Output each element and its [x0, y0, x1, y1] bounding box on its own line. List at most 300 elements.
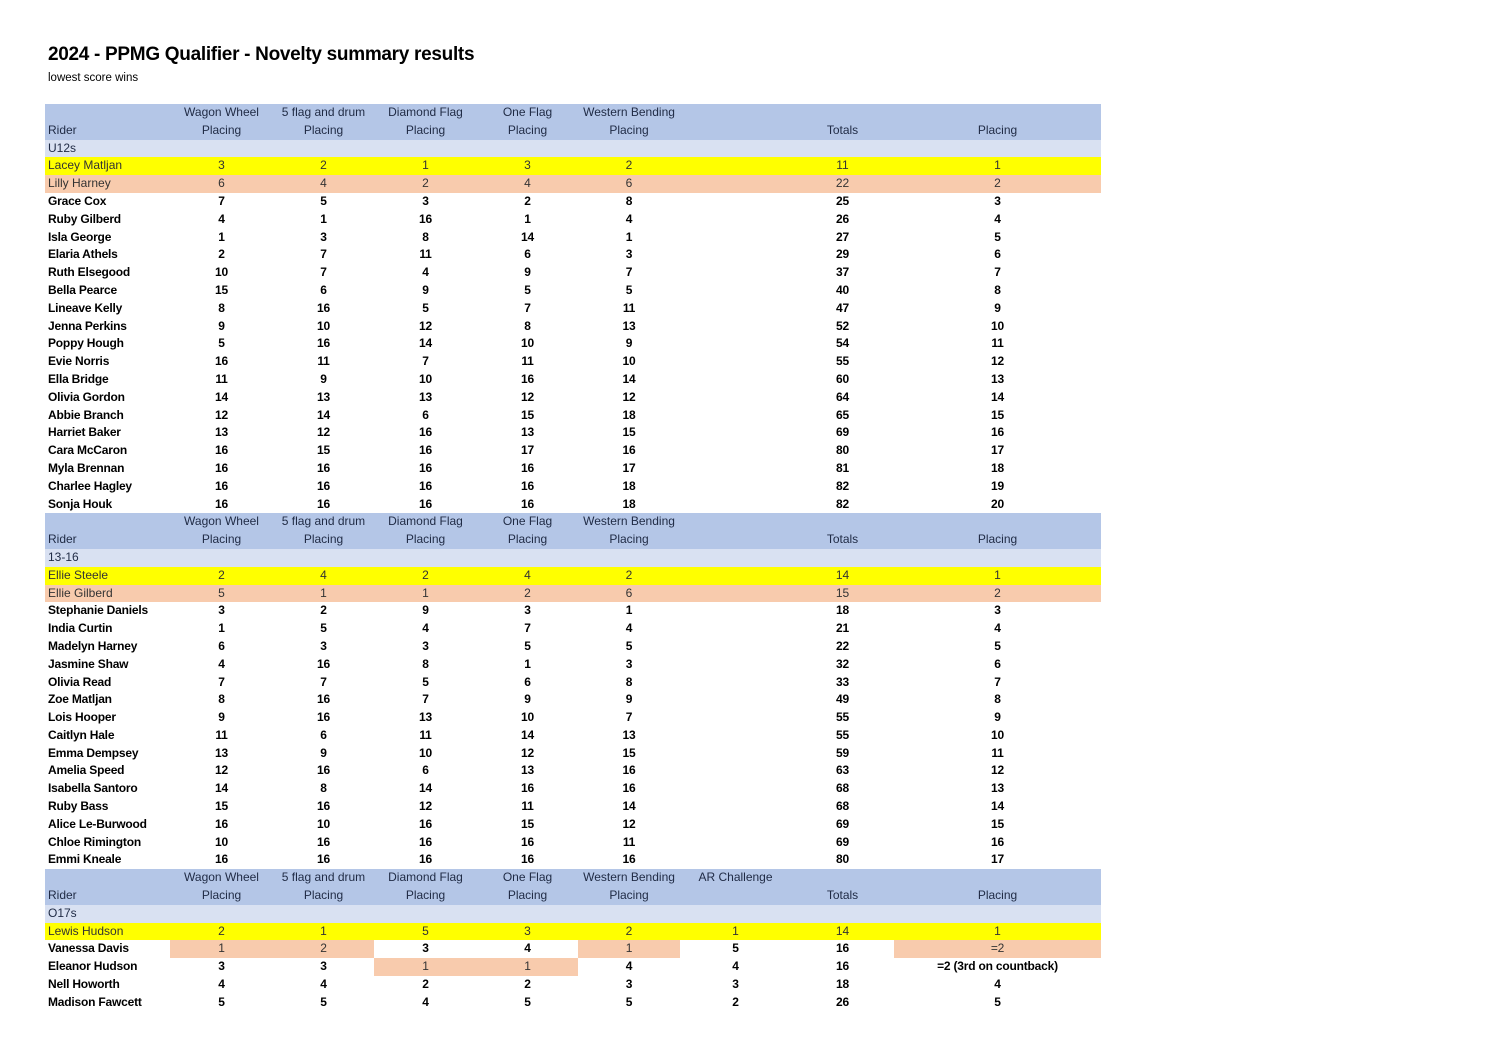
cell-wagon-wheel: Wagon Wheel [184, 514, 259, 529]
table-row [45, 602, 1101, 620]
cell-wagon-wheel: 16 [215, 852, 228, 867]
cell-five-flag-drum: 16 [317, 460, 330, 475]
cell-western-bending: 5 [625, 994, 633, 1009]
cell-one-flag: 3 [524, 158, 531, 173]
cell-five-flag-drum: 5 [320, 193, 327, 208]
cell-rider: Emma Dempsey [48, 745, 139, 760]
header-row-bottom [45, 887, 1101, 905]
cell-one-flag: 17 [521, 443, 534, 458]
cell-ar-challenge: AR Challenge [698, 870, 773, 885]
cell-wagon-wheel: 16 [215, 816, 228, 831]
cell-five-flag-drum: 6 [320, 727, 327, 742]
cell-diamond-flag: 11 [419, 247, 432, 262]
cell-rider: Rider [48, 532, 77, 547]
cell-one-flag: Placing [507, 122, 548, 137]
cell-five-flag-drum: Placing [303, 122, 344, 137]
cell-ar-challenge [680, 122, 791, 140]
cell-placing [894, 549, 1101, 567]
cell-totals: 80 [836, 852, 849, 867]
cell-totals: Totals [826, 532, 859, 547]
cell-diamond-flag: 3 [422, 193, 429, 208]
cell-placing: 4 [994, 621, 1001, 636]
cell-totals: 63 [836, 763, 849, 778]
cell-one-flag: 5 [524, 638, 531, 653]
cell-placing: 7 [994, 674, 1001, 689]
cell-wagon-wheel: 5 [218, 336, 225, 351]
table-row [45, 460, 1101, 478]
cell-ar-challenge [680, 816, 791, 834]
cell-five-flag-drum: 3 [320, 959, 327, 974]
cell-rider: Lewis Hudson [48, 923, 124, 938]
cell-totals: 16 [836, 941, 849, 956]
cell-ar-challenge [680, 300, 791, 318]
cell-placing: 16 [991, 834, 1004, 849]
cell-ar-challenge [680, 407, 791, 425]
cell-wagon-wheel [170, 549, 273, 567]
cell-placing: 6 [994, 656, 1001, 671]
cell-western-bending: Placing [609, 122, 649, 137]
page-subtitle: lowest score wins [48, 72, 139, 84]
cell-placing: 13 [991, 371, 1004, 386]
cell-western-bending: 6 [625, 585, 633, 600]
cell-western-bending: 3 [625, 977, 633, 992]
cell-rider: Lilly Harney [48, 176, 111, 191]
cell-western-bending: 16 [622, 443, 636, 458]
cell-placing: 10 [991, 727, 1004, 742]
cell-ar-challenge [680, 691, 791, 709]
cell-totals: 59 [836, 745, 849, 760]
cell-five-flag-drum: 4 [320, 977, 327, 992]
cell-one-flag: 16 [521, 496, 534, 511]
cell-totals: 40 [836, 282, 849, 297]
cell-ar-challenge [680, 157, 791, 175]
cell-wagon-wheel: 13 [215, 745, 228, 760]
cell-one-flag [477, 549, 578, 567]
cell-western-bending: 1 [625, 229, 633, 244]
cell-ar-challenge: 2 [732, 994, 739, 1009]
cell-western-bending: Placing [609, 532, 649, 547]
cell-totals: 33 [836, 674, 849, 689]
cell-rider [45, 513, 170, 531]
cell-wagon-wheel: 1 [218, 229, 225, 244]
cell-rider: Chloe Rimington [48, 834, 141, 849]
cell-one-flag [477, 140, 578, 158]
cell-placing: Placing [977, 532, 1018, 547]
cell-wagon-wheel: 1 [170, 940, 273, 958]
cell-placing: 17 [991, 443, 1004, 458]
cell-western-bending: 2 [625, 158, 633, 173]
cell-wagon-wheel: 12 [215, 763, 228, 778]
cell-diamond-flag: 5 [422, 300, 429, 315]
cell-ar-challenge [680, 211, 791, 229]
cell-rider: Abbie Branch [48, 407, 124, 422]
cell-rider: Alice Le-Burwood [48, 816, 147, 831]
cell-totals: 22 [835, 176, 850, 191]
cell-wagon-wheel: 2 [218, 923, 225, 938]
cell-totals: 16 [836, 959, 849, 974]
cell-ar-challenge [680, 674, 791, 692]
cell-placing: 5 [994, 994, 1001, 1009]
cell-diamond-flag: 16 [419, 496, 432, 511]
table-row [45, 780, 1101, 798]
cell-one-flag: 1 [477, 958, 578, 976]
cell-ar-challenge [680, 389, 791, 407]
cell-ar-challenge [680, 531, 791, 549]
table-row [45, 976, 1101, 994]
cell-wagon-wheel [170, 905, 273, 923]
cell-western-bending: 12 [622, 389, 636, 404]
table-row [45, 620, 1101, 638]
cell-one-flag: 1 [524, 656, 531, 671]
cell-rider: Madelyn Harney [48, 638, 138, 653]
cell-five-flag-drum: 4 [320, 176, 327, 191]
cell-rider: Zoe Matljan [48, 692, 112, 707]
cell-five-flag-drum: 15 [317, 443, 330, 458]
cell-western-bending: 12 [622, 816, 636, 831]
cell-rider: Isabella Santoro [48, 781, 138, 796]
cell-rider: Amelia Speed [48, 763, 125, 778]
cell-wagon-wheel: 3 [218, 158, 225, 173]
cell-one-flag: 2 [524, 585, 531, 600]
cell-one-flag: 16 [521, 852, 534, 867]
cell-diamond-flag: 3 [422, 941, 429, 956]
cell-one-flag: Placing [507, 888, 548, 903]
cell-western-bending: 9 [625, 336, 633, 351]
table-row [45, 371, 1101, 389]
cell-rider: Jenna Perkins [48, 318, 127, 333]
cell-placing: 2 [994, 176, 1001, 191]
cell-wagon-wheel: 7 [218, 674, 225, 689]
cell-rider: India Curtin [48, 621, 113, 636]
table-row [45, 674, 1101, 692]
cell-rider: Olivia Read [48, 674, 112, 689]
cell-placing: 16 [991, 425, 1004, 440]
cell-five-flag-drum: 9 [320, 371, 327, 386]
cell-totals: 11 [836, 158, 849, 173]
table-row [45, 798, 1101, 816]
cell-ar-challenge [680, 353, 791, 371]
cell-five-flag-drum: 9 [320, 745, 327, 760]
cell-one-flag: 11 [521, 799, 534, 814]
cell-placing: 13 [991, 781, 1004, 796]
cell-placing: 19 [991, 478, 1004, 493]
header-row-top [45, 869, 1101, 887]
cell-wagon-wheel: 11 [215, 371, 228, 386]
cell-placing: 20 [991, 496, 1004, 511]
cell-five-flag-drum [273, 140, 374, 158]
cell-rider: Grace Cox [48, 193, 107, 208]
table-row [45, 407, 1101, 425]
cell-diamond-flag: 16 [419, 852, 432, 867]
cell-one-flag: 15 [521, 407, 534, 422]
cell-diamond-flag: 4 [422, 994, 429, 1009]
cell-totals: 54 [836, 336, 849, 351]
cell-western-bending: 14 [622, 799, 636, 814]
cell-one-flag: 13 [521, 425, 534, 440]
cell-wagon-wheel: 4 [218, 977, 225, 992]
cell-diamond-flag: 7 [422, 692, 429, 707]
cell-placing: 8 [994, 282, 1001, 297]
cell-diamond-flag: 12 [419, 318, 432, 333]
cell-placing: 3 [994, 603, 1001, 618]
table-row [45, 193, 1101, 211]
cell-wagon-wheel: 14 [215, 389, 228, 404]
cell-wagon-wheel: 16 [215, 354, 228, 369]
table-row [45, 709, 1101, 727]
cell-totals: 82 [836, 496, 849, 511]
cell-one-flag: 14 [521, 727, 534, 742]
cell-five-flag-drum: 16 [317, 300, 330, 315]
cell-western-bending [578, 140, 680, 158]
cell-diamond-flag: 14 [419, 336, 432, 351]
cell-rider: Poppy Hough [48, 336, 124, 351]
cell-rider: Stephanie Daniels [48, 603, 148, 618]
header-row-top [45, 104, 1101, 122]
cell-ar-challenge [680, 246, 791, 264]
cell-one-flag: 16 [521, 460, 534, 475]
cell-wagon-wheel: Placing [201, 888, 242, 903]
cell-one-flag: 2 [524, 977, 531, 992]
cell-totals [791, 869, 894, 887]
cell-one-flag: 10 [521, 336, 534, 351]
table-row [45, 923, 1101, 941]
cell-ar-challenge [680, 602, 791, 620]
cell-one-flag: 12 [521, 389, 534, 404]
cell-placing: 1 [994, 158, 1001, 173]
cell-placing: 9 [994, 710, 1001, 725]
cell-placing: 15 [991, 407, 1004, 422]
cell-one-flag: 13 [521, 763, 534, 778]
cell-diamond-flag: 10 [419, 745, 432, 760]
cell-diamond-flag: 16 [419, 816, 432, 831]
cell-totals: 55 [836, 710, 849, 725]
cell-ar-challenge [680, 229, 791, 247]
cell-five-flag-drum: 16 [317, 656, 330, 671]
cell-totals: 69 [836, 425, 849, 440]
cell-wagon-wheel: 12 [215, 407, 228, 422]
cell-totals: 29 [836, 247, 849, 262]
cell-diamond-flag: 6 [422, 763, 429, 778]
cell-placing: 4 [994, 211, 1001, 226]
cell-ar-challenge [680, 175, 791, 193]
table-row [45, 229, 1101, 247]
cell-ar-challenge [680, 264, 791, 282]
cell-rider: Ella Bridge [48, 371, 109, 386]
cell-totals: 60 [836, 371, 849, 386]
cell-totals: 18 [836, 603, 849, 618]
cell-wagon-wheel: 15 [215, 282, 228, 297]
cell-western-bending: 17 [622, 460, 636, 475]
cell-diamond-flag: 16 [419, 425, 432, 440]
cell-ar-challenge [680, 104, 791, 122]
cell-wagon-wheel: 14 [215, 781, 228, 796]
header-row-bottom [45, 531, 1101, 549]
cell-rider: Eleanor Hudson [48, 959, 138, 974]
cell-five-flag-drum: 16 [317, 336, 330, 351]
category-row [45, 140, 1101, 158]
cell-placing: 10 [991, 318, 1004, 333]
cell-rider: Ruby Bass [48, 799, 109, 814]
cell-totals: 26 [836, 211, 849, 226]
cell-diamond-flag: 14 [419, 781, 432, 796]
cell-western-bending: 4 [625, 621, 633, 636]
cell-wagon-wheel: 7 [218, 193, 225, 208]
cell-totals: 37 [836, 265, 849, 280]
cell-ar-challenge [680, 460, 791, 478]
cell-rider: Nell Howorth [48, 977, 120, 992]
cell-rider: Cara McCaron [48, 443, 127, 458]
table-row [45, 424, 1101, 442]
cell-rider: 13-16 [48, 549, 79, 564]
cell-wagon-wheel: 16 [215, 443, 228, 458]
cell-one-flag: One Flag [502, 870, 553, 885]
cell-placing: 2 [994, 585, 1001, 600]
cell-one-flag: 16 [521, 478, 534, 493]
cell-wagon-wheel: 13 [215, 425, 228, 440]
cell-placing [894, 905, 1101, 923]
table-row [45, 691, 1101, 709]
cell-diamond-flag: Diamond Flag [388, 870, 463, 885]
cell-ar-challenge [680, 140, 791, 158]
cell-western-bending [578, 905, 680, 923]
cell-wagon-wheel: 5 [218, 585, 225, 600]
cell-wagon-wheel: 5 [218, 994, 225, 1009]
cell-rider: Emmi Kneale [48, 852, 122, 867]
cell-western-bending: 2 [625, 567, 633, 582]
cell-placing: 6 [994, 247, 1001, 262]
cell-diamond-flag: 2 [422, 977, 429, 992]
cell-western-bending: 10 [622, 354, 636, 369]
cell-placing [894, 104, 1101, 122]
table-row [45, 442, 1101, 460]
cell-ar-challenge [680, 335, 791, 353]
cell-one-flag: 7 [524, 621, 531, 636]
cell-ar-challenge [680, 656, 791, 674]
cell-ar-challenge [680, 513, 791, 531]
table-row [45, 745, 1101, 763]
cell-five-flag-drum: 1 [320, 585, 327, 600]
cell-rider: O17s [48, 905, 77, 920]
cell-five-flag-drum: 2 [273, 940, 374, 958]
cell-one-flag: 15 [521, 816, 534, 831]
cell-five-flag-drum: 11 [317, 354, 330, 369]
cell-wagon-wheel: Placing [201, 532, 242, 547]
cell-diamond-flag [374, 905, 477, 923]
cell-totals: 65 [836, 407, 849, 422]
cell-diamond-flag: 5 [422, 674, 429, 689]
cell-rider: Rider [48, 888, 77, 903]
cell-one-flag: 8 [524, 318, 531, 333]
cell-placing: 11 [991, 336, 1004, 351]
cell-ar-challenge [680, 709, 791, 727]
cell-placing [894, 869, 1101, 887]
cell-diamond-flag: 2 [422, 176, 429, 191]
cell-one-flag: 2 [524, 193, 531, 208]
cell-wagon-wheel: 10 [215, 834, 228, 849]
cell-wagon-wheel: Placing [201, 122, 242, 137]
cell-western-bending: 7 [625, 710, 633, 725]
cell-five-flag-drum [273, 905, 374, 923]
table-row [45, 211, 1101, 229]
cell-western-bending: 15 [622, 425, 636, 440]
cell-western-bending: 6 [625, 176, 633, 191]
cell-rider: Caitlyn Hale [48, 727, 115, 742]
cell-wagon-wheel: 1 [218, 621, 225, 636]
cell-placing: 17 [991, 852, 1004, 867]
cell-one-flag: 11 [521, 354, 534, 369]
cell-five-flag-drum: Placing [303, 888, 344, 903]
table-row [45, 762, 1101, 780]
cell-ar-challenge [680, 371, 791, 389]
cell-western-bending: 18 [622, 407, 636, 422]
cell-five-flag-drum: 3 [320, 229, 327, 244]
cell-totals: 15 [835, 585, 850, 600]
cell-totals: 69 [836, 834, 849, 849]
cell-one-flag: 6 [524, 674, 531, 689]
cell-ar-challenge [680, 834, 791, 852]
cell-ar-challenge [680, 780, 791, 798]
cell-totals [791, 513, 894, 531]
table-row [45, 246, 1101, 264]
cell-western-bending: 18 [622, 478, 636, 493]
cell-placing: =2 [894, 940, 1101, 958]
table-row [45, 585, 1101, 603]
cell-one-flag: 3 [524, 603, 531, 618]
cell-diamond-flag: 8 [422, 229, 429, 244]
cell-western-bending: 11 [622, 300, 636, 315]
cell-one-flag: Placing [507, 532, 548, 547]
cell-ar-challenge: 3 [732, 977, 739, 992]
cell-wagon-wheel: 8 [218, 300, 225, 315]
cell-rider: Vanessa Davis [48, 941, 129, 956]
cell-totals: 21 [836, 621, 849, 636]
cell-totals [791, 905, 894, 923]
table-row [45, 175, 1101, 193]
cell-placing [894, 140, 1101, 158]
cell-one-flag: 1 [524, 211, 531, 226]
cell-rider: Bella Pearce [48, 282, 117, 297]
cell-ar-challenge [680, 193, 791, 211]
cell-five-flag-drum: Placing [303, 532, 344, 547]
cell-rider: Sonja Houk [48, 496, 113, 511]
cell-wagon-wheel: 3 [218, 603, 225, 618]
cell-rider: U12s [48, 140, 77, 155]
cell-one-flag [477, 905, 578, 923]
cell-one-flag: 4 [524, 176, 531, 191]
cell-five-flag-drum: 2 [320, 603, 327, 618]
cell-one-flag: One Flag [502, 105, 553, 119]
cell-ar-challenge [680, 549, 791, 567]
cell-wagon-wheel: 4 [218, 211, 225, 226]
cell-diamond-flag: 11 [419, 727, 432, 742]
cell-rider: Myla Brennan [48, 460, 125, 475]
cell-western-bending: 5 [625, 638, 633, 653]
cell-five-flag-drum: 5 flag and drum [281, 514, 366, 529]
cell-diamond-flag: 2 [422, 567, 429, 582]
cell-five-flag-drum: 5 [320, 621, 327, 636]
cell-western-bending: Western Bending [583, 514, 675, 529]
cell-one-flag: 5 [524, 282, 531, 297]
cell-rider: Lois Hooper [48, 710, 116, 725]
cell-diamond-flag: Placing [405, 888, 446, 903]
cell-five-flag-drum: 14 [317, 407, 330, 422]
cell-one-flag: 6 [524, 247, 531, 262]
cell-rider: Lineave Kelly [48, 300, 123, 315]
page-title: 2024 - PPMG Qualifier - Novelty summary results [48, 44, 475, 65]
cell-diamond-flag: 12 [419, 799, 432, 814]
cell-five-flag-drum: 5 flag and drum [281, 870, 366, 885]
cell-diamond-flag: 1 [422, 158, 429, 173]
